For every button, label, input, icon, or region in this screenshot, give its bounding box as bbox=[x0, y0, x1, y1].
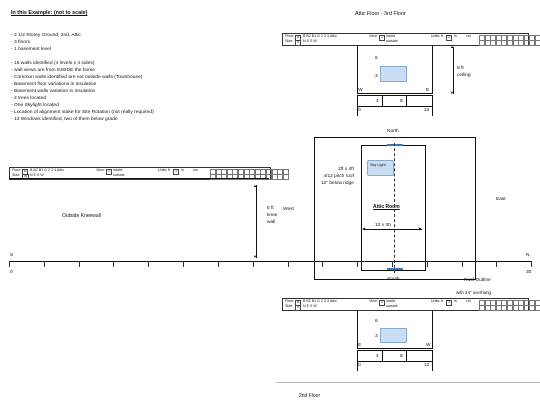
unit-in: in bbox=[454, 299, 457, 303]
scale-start: 0 bbox=[358, 108, 361, 113]
floor-options[interactable]: B B2 B1 G 2 3 4 Attic bbox=[30, 168, 64, 172]
view-inside[interactable]: inside bbox=[386, 34, 396, 38]
unit-cm: cm bbox=[193, 168, 198, 172]
note-item: - Basement walls variation in insulation bbox=[11, 89, 96, 94]
scale-start: 0 bbox=[358, 363, 361, 368]
note-item: - One Skylight located bbox=[11, 103, 59, 108]
note-item: - 13 Windows identified, two of them below grade bbox=[11, 117, 118, 122]
scale-end: 12 bbox=[424, 363, 430, 368]
scale-end: 12 bbox=[424, 108, 430, 113]
wall-left-dir: S bbox=[10, 253, 14, 258]
wall-right-dir: E bbox=[426, 88, 430, 93]
floor-label: Floor: bbox=[285, 34, 295, 38]
floor-value[interactable]: A bbox=[297, 35, 300, 39]
note-item: - 1 basement level bbox=[11, 47, 51, 52]
side-options[interactable]: N E S W bbox=[303, 39, 317, 43]
wall-num-4: 4 bbox=[376, 99, 379, 104]
alignment-stake-south bbox=[387, 268, 403, 270]
form-grid bbox=[210, 174, 289, 180]
note-item: - 2 trees located bbox=[11, 96, 47, 101]
window[interactable] bbox=[380, 66, 407, 82]
second-floor-title: 2nd Floor bbox=[299, 393, 321, 399]
wall-floor-line bbox=[357, 350, 433, 351]
arrow-head-right: ▶ bbox=[419, 226, 423, 231]
window[interactable] bbox=[380, 328, 407, 343]
wall-top-line bbox=[9, 178, 269, 179]
wall-num-4: 4 bbox=[376, 354, 379, 359]
arrow-head-up: ▲ bbox=[253, 183, 257, 188]
arrow-head-down: ▼ bbox=[450, 90, 454, 95]
scale-tick bbox=[406, 96, 407, 106]
view-label: View: bbox=[369, 34, 378, 38]
note-item: - wall views are from INSIDE the home bbox=[11, 68, 95, 73]
wall-label: Outside Kneewall bbox=[62, 213, 101, 219]
floor-label: Floor: bbox=[12, 168, 22, 172]
unit-in: in bbox=[181, 168, 184, 172]
section-divider bbox=[276, 382, 540, 383]
units-value[interactable]: 1 bbox=[448, 35, 450, 39]
ceiling-label: 8 ft ceiling bbox=[457, 66, 471, 79]
side-options[interactable]: N E S W bbox=[303, 304, 317, 308]
wall-scale-line bbox=[357, 106, 433, 107]
wall-right-dir: W bbox=[426, 343, 431, 348]
floor-value[interactable]: A bbox=[24, 169, 27, 173]
side-label: Side: bbox=[12, 173, 21, 177]
side-options[interactable]: N E S W bbox=[30, 173, 44, 177]
note-item: - Common walls identified are not outside walls (Townhouse) bbox=[11, 75, 143, 80]
alignment-stake-north bbox=[387, 144, 403, 146]
side-value[interactable]: S bbox=[297, 305, 300, 309]
view-label: View: bbox=[96, 168, 105, 172]
ceiling-arrow bbox=[453, 47, 454, 94]
scale-start: 0 bbox=[10, 270, 13, 275]
side-label: Side: bbox=[285, 39, 294, 43]
west-label: West bbox=[283, 207, 294, 212]
unit-ft: ft bbox=[168, 168, 170, 172]
floor-label: Floor: bbox=[285, 299, 295, 303]
floor-value[interactable]: A bbox=[297, 300, 300, 304]
attic-title: Attic Floor - 3rd Floor bbox=[355, 11, 406, 17]
side-label: Side: bbox=[285, 304, 294, 308]
wall-right-dir: N bbox=[526, 253, 530, 258]
arrow-head-left: ◀ bbox=[362, 226, 366, 231]
units-label: Units: bbox=[158, 168, 168, 172]
dimension-line bbox=[362, 226, 423, 231]
view-outside[interactable]: outside bbox=[113, 173, 125, 177]
view-inside[interactable]: inside bbox=[386, 299, 396, 303]
wall-scale-line bbox=[357, 361, 433, 362]
unit-ft: ft bbox=[441, 34, 443, 38]
note-item: - 2 1/2 Storey Ground, 2nd, Attic bbox=[11, 33, 81, 38]
room-name: Attic Room bbox=[373, 204, 400, 210]
note-item: - 16 walls identified (4 levels x 4 sides) bbox=[11, 61, 95, 66]
outline-label: Roof Outline bbox=[464, 278, 491, 283]
wall-num-6: 6 bbox=[375, 319, 378, 324]
unit-cm: cm bbox=[466, 34, 471, 38]
wall-left-dir: E bbox=[358, 343, 362, 348]
note-item: - Location of alignment stake for Site Rotation (not really required) bbox=[11, 110, 154, 115]
arrow-head-up: ▲ bbox=[450, 44, 454, 49]
room-dims: 12 x 30 bbox=[375, 223, 391, 228]
form-grid bbox=[479, 305, 540, 311]
scale-tick bbox=[382, 351, 383, 361]
wall-floor-line bbox=[357, 95, 433, 96]
wall-num-8: 8 bbox=[400, 99, 403, 104]
floor-options[interactable]: B B2 B1 G 2 3 4 Attic bbox=[303, 299, 337, 303]
height-arrow bbox=[256, 185, 257, 258]
units-value[interactable]: 1 bbox=[175, 169, 177, 173]
overhang-label: with 24" overhang bbox=[456, 290, 491, 295]
notes-title: In this Example: (not to scale) bbox=[11, 10, 88, 16]
view-value[interactable]: 1 bbox=[108, 169, 110, 173]
scale-tick bbox=[382, 96, 383, 106]
view-value[interactable]: 1 bbox=[381, 35, 383, 39]
units-label: Units: bbox=[431, 299, 441, 303]
arrow-head-down: ▼ bbox=[253, 254, 257, 259]
floor-options[interactable]: B B2 B1 G 2 3 4 Attic bbox=[303, 34, 337, 38]
skylight-label: Sky Light bbox=[370, 163, 386, 167]
scale-tick bbox=[406, 351, 407, 361]
unit-cm: cm bbox=[466, 299, 471, 303]
form-grid bbox=[479, 40, 540, 46]
wall-num-3: 3 bbox=[375, 334, 378, 339]
side-value[interactable]: S bbox=[297, 40, 300, 44]
view-outside[interactable]: outside bbox=[386, 304, 398, 308]
note-item: - 3 floors bbox=[11, 40, 31, 45]
unit-in: in bbox=[454, 34, 457, 38]
note-item: - Basement floor variations in insulation bbox=[11, 82, 97, 87]
wall-num-6: 6 bbox=[375, 56, 378, 61]
view-value[interactable]: 1 bbox=[381, 300, 383, 304]
north-label: North bbox=[387, 129, 399, 134]
height-label: 5 ft knee wall bbox=[267, 206, 278, 226]
east-label: East bbox=[496, 197, 506, 202]
unit-ft: ft bbox=[441, 299, 443, 303]
view-label: View: bbox=[369, 299, 378, 303]
view-outside[interactable]: outside bbox=[386, 39, 398, 43]
south-label: South bbox=[387, 277, 400, 282]
wall-num-3: 3 bbox=[375, 74, 378, 79]
scale-end: 30 bbox=[526, 270, 532, 275]
view-inside[interactable]: inside bbox=[113, 168, 123, 172]
roof-note: 2ft x 4ft 4/12 pitch roof 12" below ridge bbox=[321, 167, 354, 186]
wall-left-dir: W bbox=[358, 88, 363, 93]
units-value[interactable]: 1 bbox=[448, 300, 450, 304]
wall-num-8: 8 bbox=[400, 354, 403, 359]
side-value[interactable]: W bbox=[24, 174, 28, 178]
units-label: Units: bbox=[431, 34, 441, 38]
